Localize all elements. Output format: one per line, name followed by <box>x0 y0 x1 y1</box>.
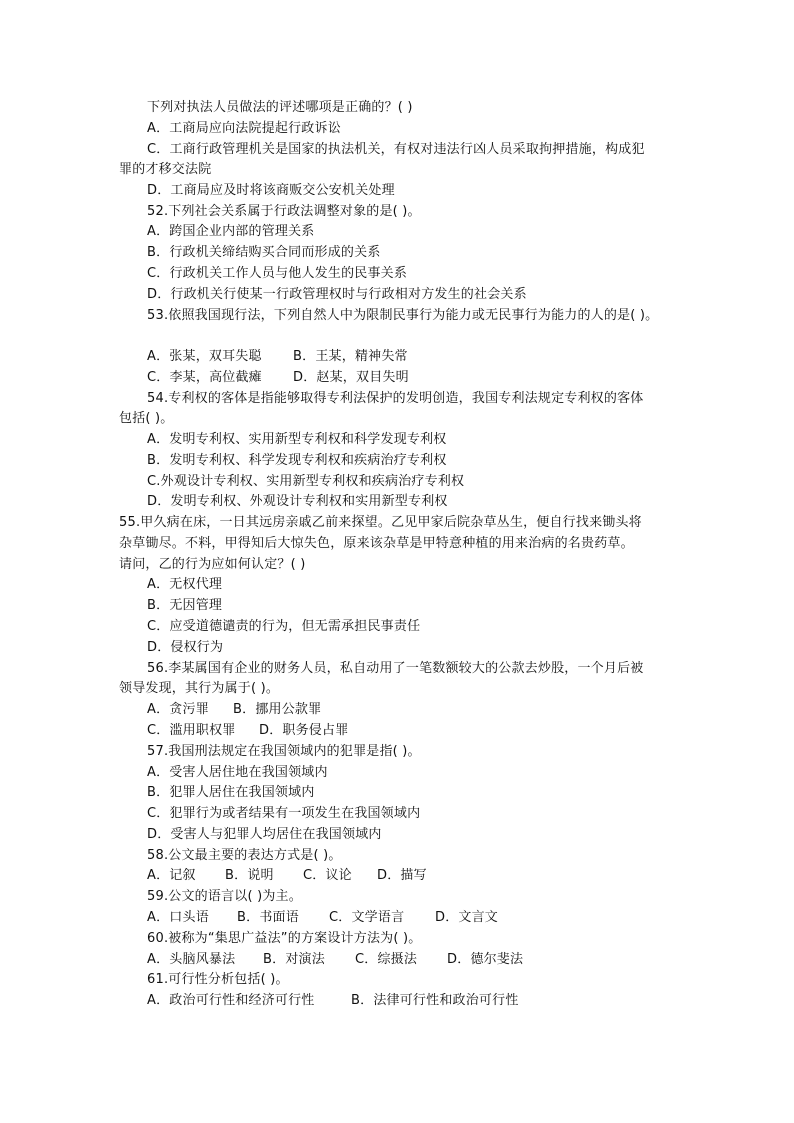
option-c: C．犯罪行为或者结果有一项发生在我国领域内 <box>147 806 421 821</box>
options-row <box>147 950 523 970</box>
option-d: D．描写 <box>377 868 427 883</box>
question-51-stem: 下列对执法人员做法的评述哪项是正确的？( ) <box>147 100 413 115</box>
option-a: A．头脑风暴法 <box>147 952 236 967</box>
option-a: A．发明专利权、实用新型专利权和科学发现专利权 <box>147 432 447 447</box>
option-b: B．无因管理 <box>147 598 223 613</box>
option-a: A．无权代理 <box>147 577 223 592</box>
option-d: D．德尔斐法 <box>447 952 524 967</box>
options-row-ab <box>147 991 519 1011</box>
question-61-stem: 61.可行性分析包括( )。 <box>147 972 289 987</box>
options-row-cd <box>147 721 348 741</box>
option-d: D．职务侵占罪 <box>259 723 349 738</box>
option-b: B．王某，精神失常 <box>293 349 408 364</box>
option-a: A．口头语 <box>147 910 209 925</box>
question-56-stem-continued: 领导发现，其行为属于( )。 <box>119 681 280 696</box>
option-a: A．工商局应向法院提起行政诉讼 <box>147 121 341 136</box>
option-a: A．记叙 <box>147 868 196 883</box>
option-c: C．综摄法 <box>355 952 418 967</box>
options-row-ab <box>147 347 408 367</box>
option-b: B．对演法 <box>263 952 325 967</box>
option-c: C．滥用职权罪 <box>147 723 236 738</box>
option-a: A．受害人居住地在我国领域内 <box>147 765 328 780</box>
question-55-stem: 55.甲久病在床，一日其远房亲戚乙前来探望。乙见甲家后院杂草丛生，便自行找来锄头将 <box>119 515 642 530</box>
option-d: D．工商局应及时将该商贩交公安机关处理 <box>147 183 395 198</box>
question-58-stem: 58.公文最主要的表达方式是( )。 <box>147 848 342 863</box>
option-d: D．赵某，双目失明 <box>293 370 409 385</box>
option-a: A．张某，双耳失聪 <box>147 349 262 364</box>
option-b: B．书面语 <box>237 910 299 925</box>
option-d: D．行政机关行使某一行政管理权时与行政相对方发生的社会关系 <box>147 287 527 302</box>
question-52-stem: 52.下列社会关系属于行政法调整对象的是( )。 <box>147 204 421 219</box>
question-54-stem: 54.专利权的客体是指能够取得专利法保护的发明创造，我国专利法规定专利权的客体 <box>147 391 644 406</box>
option-c: C.外观设计专利权、实用新型专利权和疾病治疗专利权 <box>147 474 465 489</box>
options-row-ab <box>147 700 321 720</box>
option-b: B．说明 <box>225 868 274 883</box>
option-b: B．发明专利权、科学发现专利权和疾病治疗专利权 <box>147 453 447 468</box>
option-c: C．议论 <box>303 868 352 883</box>
question-60-stem: 60.被称为“集思广益法”的方案设计方法为( )。 <box>147 931 422 946</box>
option-b: B．行政机关缔结购买合同而形成的关系 <box>147 245 381 260</box>
options-row <box>147 866 427 886</box>
option-b: B．法律可行性和政治可行性 <box>351 993 519 1008</box>
options-row-cd <box>147 368 409 388</box>
option-c: C．应受道德谴责的行为，但无需承担民事责任 <box>147 619 421 634</box>
option-c-continued: 罪的才移交法院 <box>119 162 212 177</box>
option-c: C．工商行政管理机关是国家的执法机关，有权对违法行凶人员采取拘押措施，构成犯 <box>147 142 645 157</box>
question-55-stem-line3: 请问，乙的行为应如何认定？( ) <box>119 557 306 572</box>
option-c: C．文学语言 <box>329 910 405 925</box>
question-53-stem: 53.依照我国现行法，下列自然人中为限制民事行为能力或无民事行为能力的人的是( )。 <box>147 308 659 323</box>
option-a: A．政治可行性和经济可行性 <box>147 993 315 1008</box>
option-a: A．贪污罪 <box>147 702 209 717</box>
option-d: D．受害人与犯罪人均居住在我国领域内 <box>147 827 382 842</box>
question-59-stem: 59.公文的语言以( )为主。 <box>147 889 302 904</box>
options-row <box>147 908 498 928</box>
question-54-stem-continued: 包括( )。 <box>119 411 174 426</box>
option-b: B．挪用公款罪 <box>233 702 322 717</box>
option-d: D．侵权行为 <box>147 640 224 655</box>
question-56-stem: 56.李某属国有企业的财务人员，私自动用了一笔数额较大的公款去炒股，一个月后被 <box>147 661 644 676</box>
question-55-stem-line2: 杂草锄尽。不料，甲得知后大惊失色，原来该杂草是甲特意种植的用来治病的名贵药草。 <box>119 536 634 551</box>
option-c: C．李某，高位截瘫 <box>147 370 262 385</box>
option-c: C．行政机关工作人员与他人发生的民事关系 <box>147 266 408 281</box>
option-a: A．跨国企业内部的管理关系 <box>147 224 315 239</box>
option-b: B．犯罪人居住在我国领域内 <box>147 785 315 800</box>
option-d: D．文言文 <box>435 910 499 925</box>
option-d: D．发明专利权、外观设计专利权和实用新型专利权 <box>147 494 448 509</box>
question-57-stem: 57.我国刑法规定在我国领域内的犯罪是指( )。 <box>147 744 421 759</box>
